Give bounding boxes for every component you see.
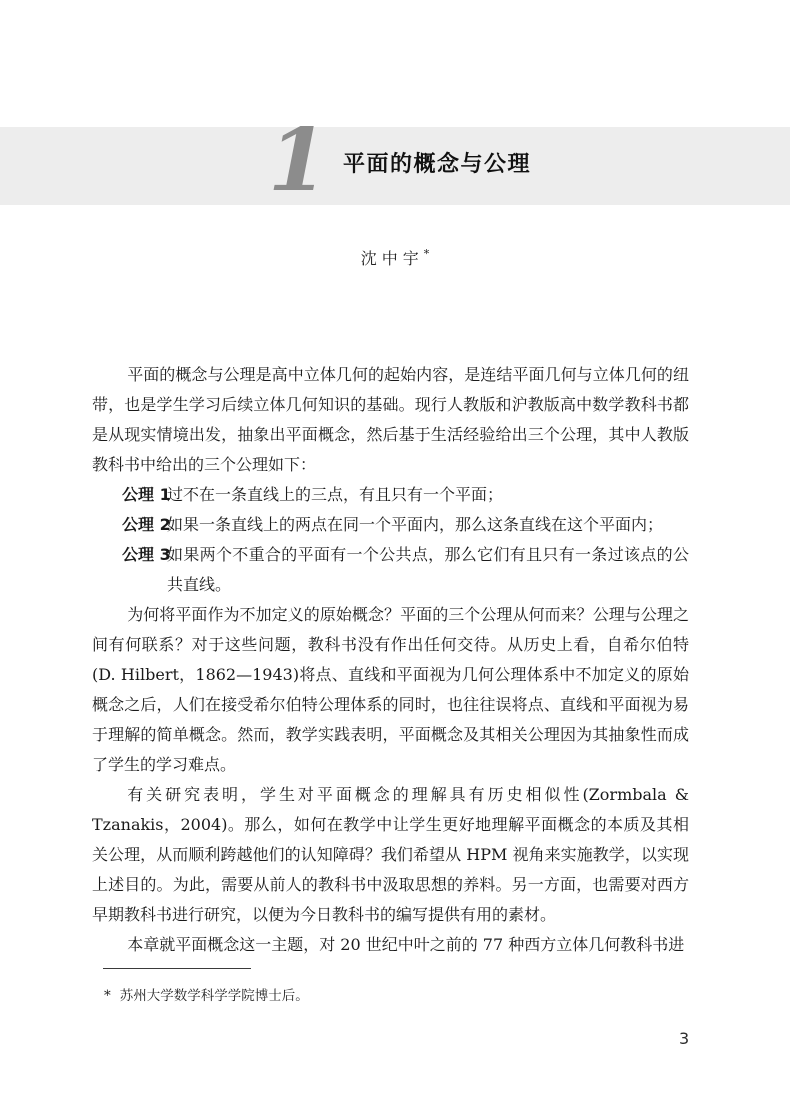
footnote <box>104 984 664 1004</box>
chapter-banner <box>0 110 790 211</box>
author-line <box>0 246 790 269</box>
chapter-number: 1 <box>268 110 328 211</box>
page-number: 3 <box>679 1029 690 1048</box>
axiom-3 <box>92 540 689 600</box>
author-footnote-marker: * <box>423 247 430 261</box>
footnote-marker: * <box>104 988 111 1004</box>
axiom-2-label: 公理 2 <box>122 515 171 534</box>
axiom-3-text: 如果两个不重合的平面有一个公共点，那么它们有且只有一条过该点的公共直线。 <box>167 545 689 594</box>
author-name: 沈中宇 <box>360 249 424 268</box>
chapter-title: 平面的概念与公理 <box>343 152 532 177</box>
axiom-3-label: 公理 3 <box>122 545 171 564</box>
paragraph: 为何将平面作为不加定义的原始概念？平面的三个公理从何而来？公理与公理之间有何联系？对于这些问题，教科书没有作出任何交待。从历史上看，自希尔伯特(D. Hilbert，1862—1943)将点、直线和平面视为几何公理体系中不加定义的原始概念之后，人们在接受希尔伯特公理体系的同时，也往往误将点、直线和平面视为易于理解的简单概念。然而，教学实践表明，平面概念及其相关公理因为其抽象性而成了学生的学习难点。 <box>92 605 689 774</box>
axiom-1-text: 过不在一条直线上的三点，有且只有一个平面； <box>167 485 504 504</box>
paragraph: 有关研究表明，学生对平面概念的理解具有历史相似性(Zormbala & Tzanakis，2004)。那么，如何在教学中让学生更好地理解平面概念的本质及其相关公理，从而顺利跨越他们的认知障碍？我们希望从 HPM 视角来实施教学，以实现上述目的。为此，需要从前人的教科书中汲取思想的养料。另一方面，也需要对西方早期教科书进行研究，以便为今日教科书的编写提供有用的素材。 <box>92 785 689 924</box>
paragraph: 本章就平面概念这一主题，对 20 世纪中叶之前的 77 种西方立体几何教科书进 <box>127 935 685 954</box>
paragraph: 平面的概念与公理是高中立体几何的起始内容，是连结平面几何与立体几何的纽带，也是学生学习后续立体几何知识的基础。现行人教版和沪教版高中数学教科书都是从现实情境出发，抽象出平面概念，然后基于生活经验给出三个公理，其中人教版教科书中给出的三个公理如下： <box>92 365 689 474</box>
axiom-2 <box>92 510 689 540</box>
body-text <box>92 360 689 960</box>
footnote-separator <box>103 968 251 969</box>
axiom-1-label: 公理 1 <box>122 485 171 504</box>
axiom-1 <box>92 480 689 510</box>
footnote-text: 苏州大学数学科学学院博士后。 <box>119 988 309 1004</box>
axiom-2-text: 如果一条直线上的两点在同一个平面内，那么这条直线在这个平面内； <box>167 515 664 534</box>
